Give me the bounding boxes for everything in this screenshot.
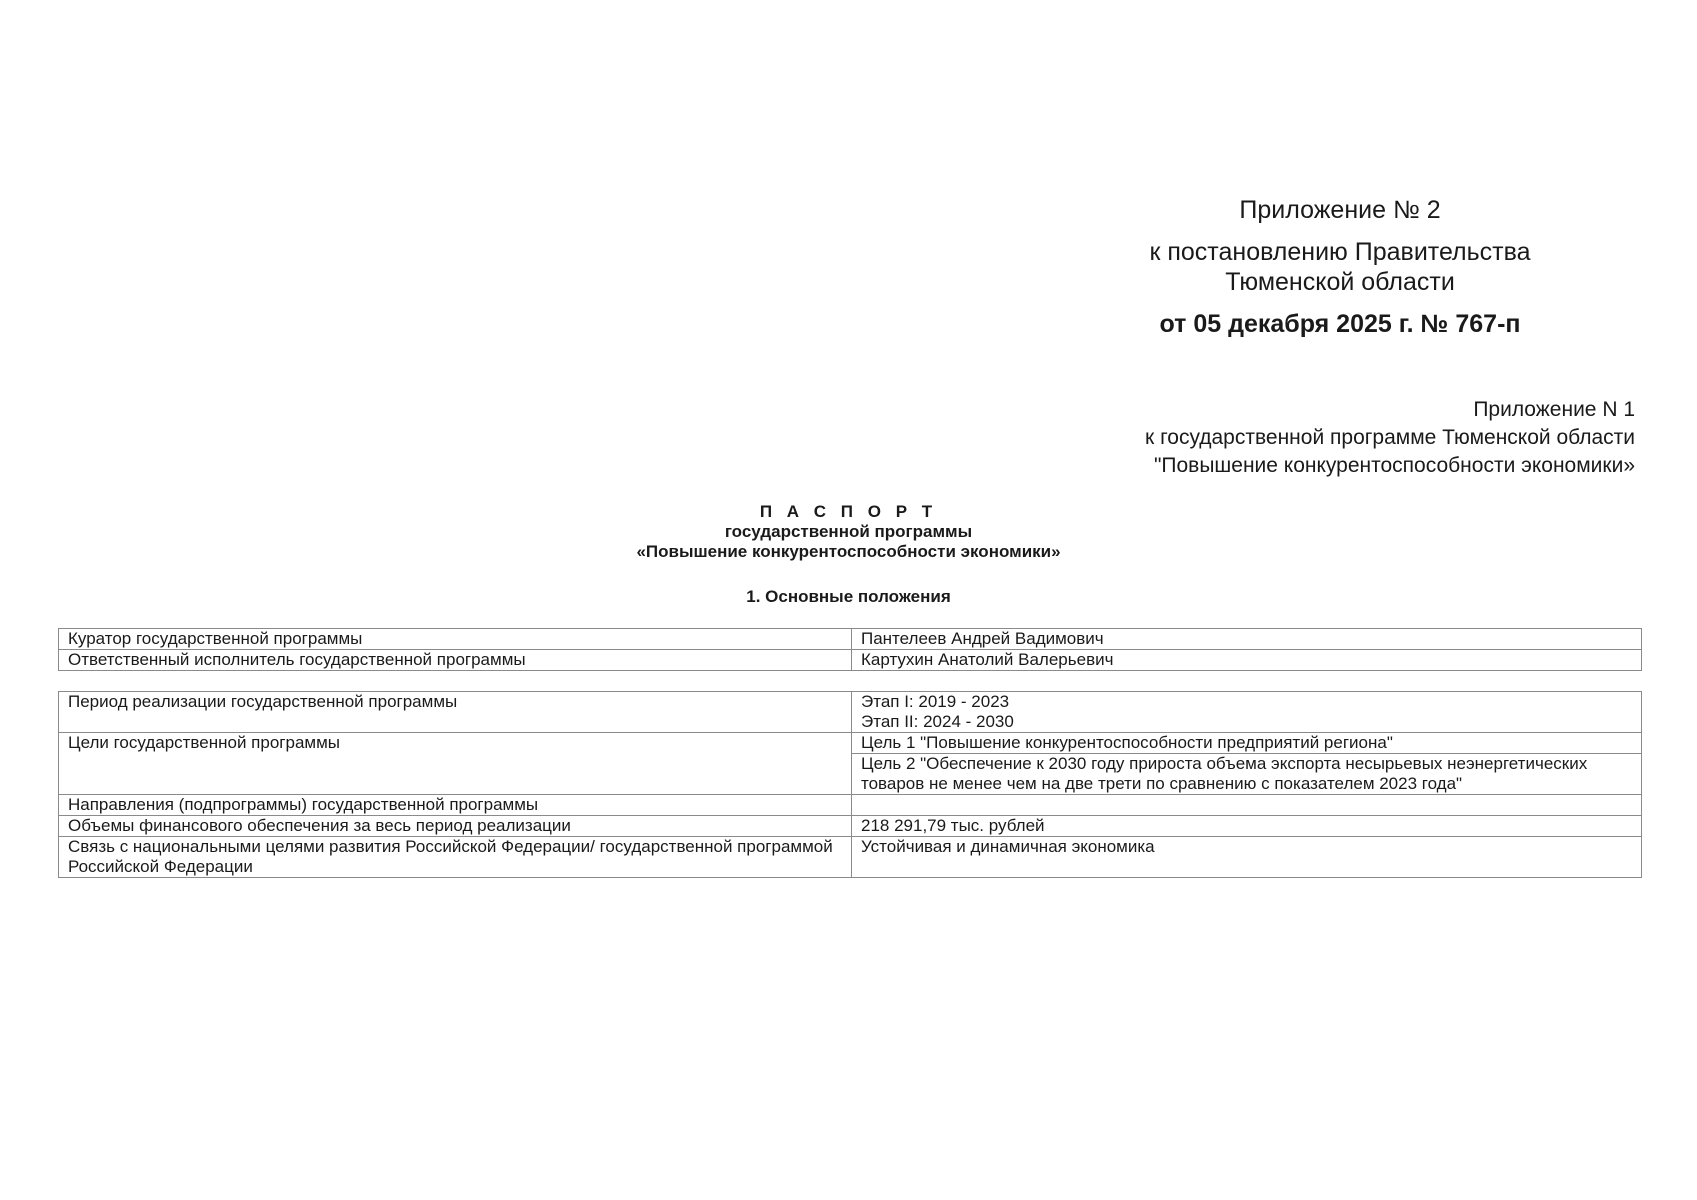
- executor-value: Картухин Анатолий Валерьевич: [852, 650, 1642, 671]
- goal-1: Цель 1 "Повышение конкурентоспособности предприятий региона": [852, 733, 1642, 754]
- period-label: Период реализации государственной программы: [59, 692, 852, 733]
- appendix-2-ref-line1: к постановлению Правительства: [1149, 238, 1531, 266]
- appendix-1-title: Приложение N 1: [1473, 398, 1635, 421]
- period-value: [852, 692, 1642, 733]
- table-row: [59, 733, 1642, 754]
- curator-value: Пантелеев Андрей Вадимович: [852, 629, 1642, 650]
- curator-label: Куратор государственной программы: [59, 629, 852, 650]
- goals-label: Цели государственной программы: [59, 733, 852, 795]
- funding-label: Объемы финансового обеспечения за весь период реализации: [59, 816, 852, 837]
- appendix-2-title: Приложение № 2: [1239, 196, 1441, 224]
- period-stage-1: Этап I: 2019 - 2023: [861, 692, 1010, 711]
- curator-table: [58, 628, 1642, 671]
- goal-2: Цель 2 "Обеспечение к 2030 году прироста объема экспорта несырьевых неэнергетических товаров не менее чем на две трети по сравнению с показателем 2023 года": [852, 754, 1642, 795]
- appendix-2-ref-line2: Тюменской области: [1225, 268, 1455, 296]
- directions-value: [852, 795, 1642, 816]
- table-row: [59, 629, 1642, 650]
- passport-title: П А С П О Р Т: [759, 502, 938, 521]
- passport-program-name: «Повышение конкурентоспособности экономики»: [636, 542, 1061, 561]
- national-goals-link-value: Устойчивая и динамичная экономика: [852, 837, 1642, 878]
- main-provisions-table: [58, 691, 1642, 878]
- appendix-2-header: [1080, 195, 1600, 339]
- period-stage-2: Этап II: 2024 - 2030: [861, 712, 1014, 731]
- executor-label: Ответственный исполнитель государственной программы: [59, 650, 852, 671]
- table-row: [59, 650, 1642, 671]
- appendix-2-date-number: от 05 декабря 2025 г. № 767-п: [1159, 310, 1521, 338]
- appendix-1-ref-line1: к государственной программе Тюменской области: [1145, 426, 1635, 449]
- section-title: 1. Основные положения: [746, 587, 951, 606]
- table-row: [59, 692, 1642, 733]
- table-row: [59, 837, 1642, 878]
- appendix-1-ref-line2: "Повышение конкурентоспособности экономики»: [1153, 454, 1635, 477]
- appendix-1-header: [935, 396, 1635, 480]
- national-goals-link-label: Связь с национальными целями развития Российской Федерации/ государственной программой Российской Федерации: [59, 837, 852, 878]
- passport-subtitle: государственной программы: [724, 522, 973, 541]
- directions-label: Направления (подпрограммы) государственной программы: [59, 795, 852, 816]
- table-row: [59, 816, 1642, 837]
- funding-value: 218 291,79 тыс. рублей: [852, 816, 1642, 837]
- passport-heading: [0, 502, 1697, 562]
- table-row: [59, 795, 1642, 816]
